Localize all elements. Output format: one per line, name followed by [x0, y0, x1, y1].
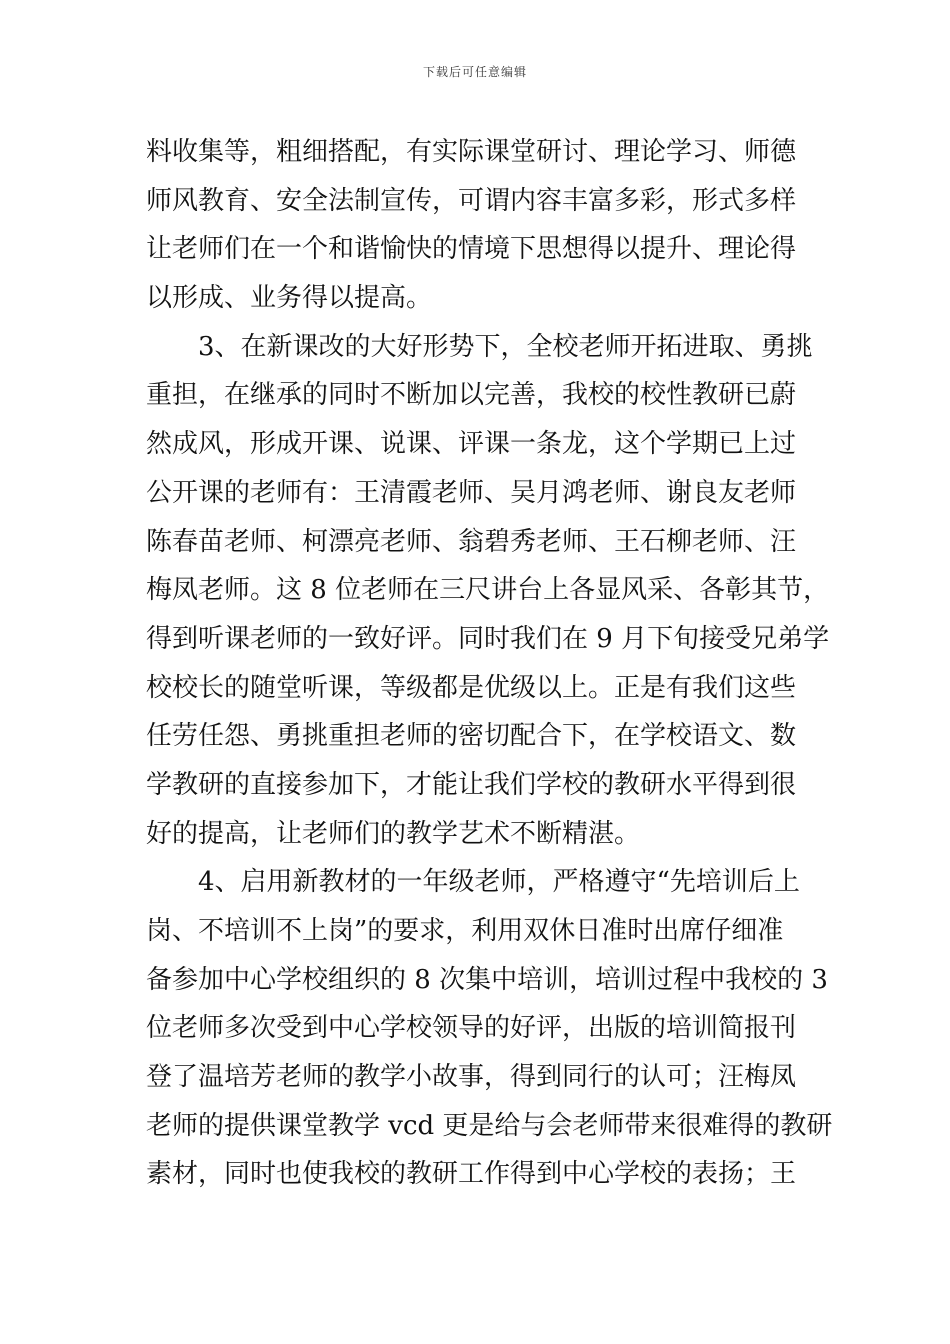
page-header: 下载后可任意编辑: [422, 65, 527, 79]
document-body: [146, 128, 833, 1199]
text-line: 学教研的直接参加下，才能让我们学校的教研水平得到很: [146, 769, 797, 800]
text-line: 登了温培芳老师的教学小故事，得到同行的认可；汪梅凤: [146, 1062, 797, 1093]
text-line: 陈春苗老师、柯漂亮老师、翁碧秀老师、王石柳老师、汪: [146, 526, 797, 557]
text-line: 4、启用新教材的一年级老师，严格遵守“先培训后上: [198, 867, 800, 898]
text-line: 校校长的随堂听课，等级都是优级以上。正是有我们这些: [146, 672, 797, 703]
text-line: 梅凤老师。这 8 位老师在三尺讲台上各显风采、各彰其节，: [146, 575, 830, 606]
text-line: 任劳任怨、勇挑重担老师的密切配合下，在学校语文、数: [146, 721, 797, 752]
text-line: 然成风，形成开课、说课、评课一条龙，这个学期已上过: [146, 429, 797, 460]
text-line: 让老师们在一个和谐愉快的情境下思想得以提升、理论得: [146, 234, 797, 265]
text-line: 位老师多次受到中心学校领导的好评，出版的培训简报刊: [146, 1013, 797, 1044]
text-line: 以形成、业务得以提高。: [146, 283, 433, 314]
text-line: 重担，在继承的同时不断加以完善，我校的校性教研已蔚: [146, 380, 797, 411]
text-line: 老师的提供课堂教学 vcd 更是给与会老师带来很难得的教研: [146, 1110, 833, 1141]
text-line: 岗、不培训不上岗”的要求，利用双休日准时出席仔细准: [146, 916, 784, 946]
text-line: 3、在新课改的大好形势下，全校老师开拓进取、勇挑: [198, 331, 813, 362]
text-line: 备参加中心学校组织的 8 次集中培训，培训过程中我校的 3: [146, 964, 828, 995]
text-line: 料收集等，粗细搭配，有实际课堂研讨、理论学习、师德: [146, 137, 797, 167]
text-line: 得到听课老师的一致好评。同时我们在 9 月下旬接受兄弟学: [146, 623, 830, 654]
text-line: 素材，同时也使我校的教研工作得到中心学校的表扬；王: [146, 1159, 797, 1190]
text-line: 师风教育、安全法制宣传，可谓内容丰富多彩，形式多样: [146, 185, 797, 216]
text-line: 公开课的老师有：王清霞老师、吴月鸿老师、谢良友老师: [146, 477, 797, 508]
text-line: 好的提高，让老师们的教学艺术不断精湛。: [146, 818, 641, 849]
